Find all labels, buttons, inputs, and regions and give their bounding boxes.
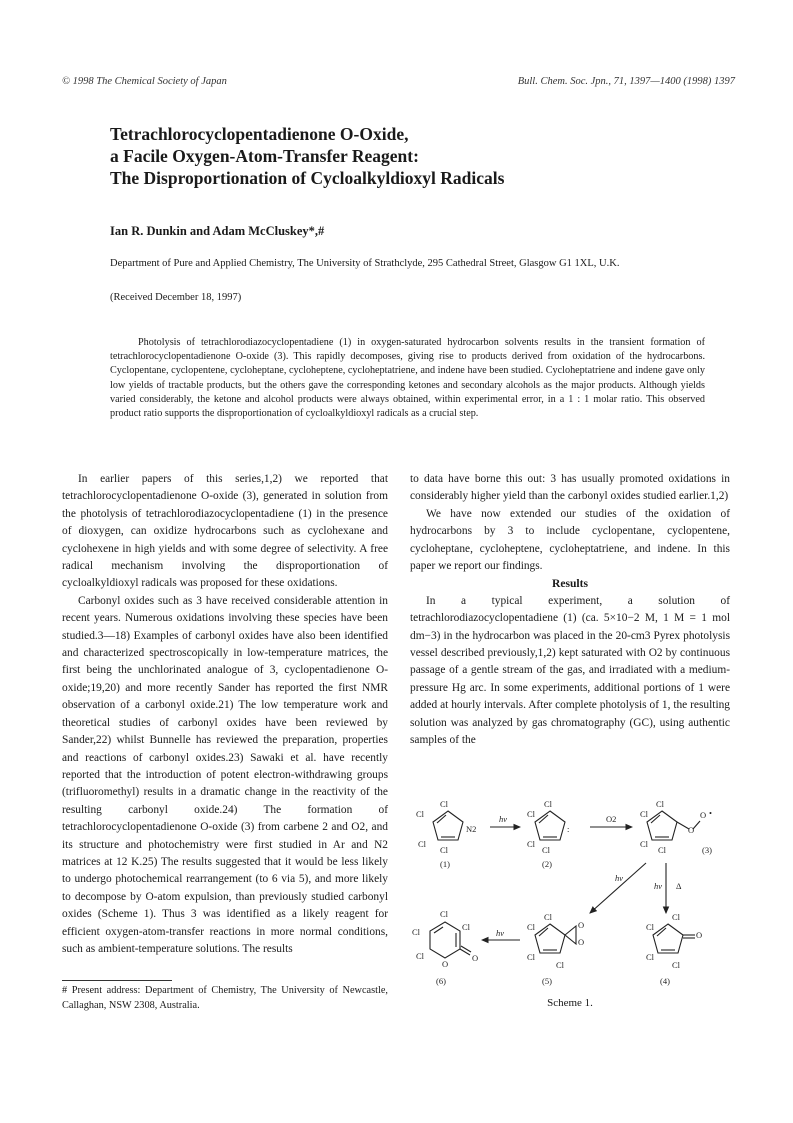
footnote-rule: [62, 980, 172, 981]
svg-text:Cl: Cl: [440, 799, 449, 809]
received-date: (Received December 18, 1997): [110, 292, 242, 303]
svg-text:Cl: Cl: [544, 799, 553, 809]
affiliation: Department of Pure and Applied Chemistry, The University of Strathclyde, 295 Cathedral Street, Glasgow G1 1XL, U.K.: [110, 258, 620, 269]
svg-text:O: O: [700, 810, 707, 820]
paragraph: In earlier papers of this series,1,2) we reported that tetrachlorocyclopentadienone O-oxide (3), generated in solution from the photolysis of tetrachlorodiazocyclopentadiene (1) in the presence of dioxygen, can oxidize hydrocarbons such as cyclohexane and cyclohexene in high yields and with some degree of selectivity. A free radical mechanism involving the disproportionation of cycloalkyldioxyl radicals was proposed for these oxidations.: [62, 473, 388, 590]
svg-text:O: O: [578, 920, 585, 930]
svg-text:O: O: [578, 937, 585, 947]
right-column: [410, 471, 730, 750]
svg-text::: :: [567, 824, 570, 834]
svg-text:Cl: Cl: [527, 809, 536, 819]
svg-text:hν: hν: [615, 873, 624, 883]
svg-text:Cl: Cl: [656, 799, 665, 809]
svg-text:N2: N2: [466, 824, 477, 834]
section-heading-results: Results: [551, 577, 589, 591]
compound-1: [433, 811, 463, 840]
journal-citation: Bull. Chem. Soc. Jpn., 71, 1397—1400 (1998) 1397: [517, 76, 735, 87]
compound-2: [535, 811, 565, 840]
svg-text:Cl: Cl: [658, 845, 667, 855]
svg-text:Cl: Cl: [640, 809, 649, 819]
paragraph: to data have borne this out: 3 has usually promoted oxidations in considerably higher yield than the carbonyl oxides studied earlier.1,2): [410, 473, 730, 503]
svg-text:Cl: Cl: [672, 960, 681, 970]
svg-text:O: O: [472, 953, 479, 963]
svg-text:Cl: Cl: [527, 839, 536, 849]
svg-text:Cl: Cl: [556, 960, 565, 970]
svg-text:O: O: [442, 959, 449, 969]
label-3: (3): [702, 845, 712, 855]
arrow-3-to-5: [590, 863, 646, 913]
svg-text:hν: hν: [499, 814, 508, 824]
svg-text:hν: hν: [654, 881, 663, 891]
paragraph: We have now extended our studies of the oxidation of hydrocarbons by 3 to include cyclopentane, cyclopentene, cycloheptane, cycloheptene, cycloheptatriene, and indene. In this paper we report our findings.: [410, 507, 730, 573]
svg-text:•: •: [709, 808, 712, 818]
scheme-diagram: [410, 785, 730, 1000]
svg-text:Δ: Δ: [676, 881, 682, 891]
svg-text:Cl: Cl: [412, 927, 421, 937]
abstract: Photolysis of tetrachlorodiazocyclopentadiene (1) in oxygen-saturated hydrocarbon solvents results in the transient formation of tetrachlorocyclopentadienone O-oxide (3). This rapidly decomposes, giving rise to products derived from oxidation of the hydrocarbons. Cyclopentane, cyclopentene, cycloheptane, cycloheptene, cycloheptatriene, and indene have been studied. Cycloheptatriene and indene gave only low yields of tractable products, but the others gave the corresponding ketones and secondary alcohols as the major products. Although yields varied considerably, the ketone and alcohol products were always obtained, within experimental error, in a 1 : 1 molar ratio. This observed product ratio supports the disproportionation of cycloalkyldioxyl radicals as a crucial step.: [110, 337, 705, 420]
compound-4: [653, 924, 695, 953]
label-6: (6): [436, 976, 446, 986]
svg-text:Cl: Cl: [462, 922, 471, 932]
label-5: (5): [542, 976, 552, 986]
title-line-1: Tetrachlorocyclopentadienone O-Oxide,: [110, 124, 409, 144]
title-line-2: a Facile Oxygen-Atom-Transfer Reagent:: [110, 146, 419, 166]
scheme-1: [410, 785, 730, 1015]
svg-text:Cl: Cl: [440, 845, 449, 855]
compound-5: [535, 924, 576, 953]
paragraph: In a typical experiment, a solution of tetrachlorodiazocyclopentadiene (1) (ca. 5×10−2 M, 1 M = 1 mol dm−3) in the hydrocarbon was placed in the 20-cm3 Pyrex photolysis vessel described previously,1,2) kept saturated with O2 by continuous passage of a gentle stream of the gas, and irradiated with a medium-pressure Hg arc. In some experiments, additional portions of 1 were added at hourly intervals. After complete photolysis of 1, the resulting solution was analyzed by gas chromatography (GC), using authentic samples of the: [410, 594, 730, 747]
svg-text:Cl: Cl: [542, 845, 551, 855]
label-2: (2): [542, 859, 552, 869]
svg-text:Cl: Cl: [646, 922, 655, 932]
paragraph: Carbonyl oxides such as 3 have received considerable attention in recent years. Numerous oxidations involving these species have been studied.3—18) Examples of carbonyl oxides have also been identified and characterized spectroscopically in low-temperature matrices, the first being the unchlorinated analogue of 3, cyclopentadienone O-oxide;19,20) and more recently Sander has reported the first NMR observation of a carbonyl oxide.21) The low temperature work and theoretical studies of carbonyl oxides have been reviewed by Sander,22) whilst Bunnelle has reviewed the preparation, properties and reactions of carbonyl oxides.23) Sawaki et al. have recently reported that the introduction of potent electron-withdrawing groups (trifluoromethyl) results in a dramatic change in the reactivity of the resulting carbonyl oxide.24) The formation of tetrachlorocyclopentadienone O-oxide (3) from carbene 2 and O2, and its structure and photochemistry were first studied in Ar and N2 matrices at 12 K.25) The results suggested that it would be less likely to undergo photochemical rearrangement (to 6 via 5), and more likely to decompose by O-atom expulsion, than previously studied carbonyl oxides (Scheme 1). Thus 3 was identified as a likely reagent for efficient oxygen-atom-transfer reactions in more normal conditions, such as ambient-temperature solutions. The results: [62, 594, 388, 955]
svg-text:Cl: Cl: [527, 952, 536, 962]
svg-text:Cl: Cl: [672, 912, 681, 922]
scheme-caption: Scheme 1.: [547, 997, 593, 1009]
journal-copyright: © 1998 The Chemical Society of Japan: [62, 76, 227, 87]
left-column: [62, 471, 388, 958]
svg-text:Cl: Cl: [418, 839, 427, 849]
svg-text:Cl: Cl: [646, 952, 655, 962]
footnote: # Present address: Department of Chemistry, The University of Newcastle, Callaghan, NSW 2308, Australia.: [62, 985, 388, 1011]
label-1: (1): [440, 859, 450, 869]
svg-text:O2: O2: [606, 814, 617, 824]
article-title: [110, 123, 710, 189]
label-4: (4): [660, 976, 670, 986]
svg-text:Cl: Cl: [544, 912, 553, 922]
svg-text:O: O: [696, 930, 703, 940]
title-line-3: The Disproportionation of Cycloalkyldioxyl Radicals: [110, 168, 505, 188]
svg-text:Cl: Cl: [416, 809, 425, 819]
svg-text:Cl: Cl: [416, 951, 425, 961]
authors: Ian R. Dunkin and Adam McCluskey*,#: [110, 224, 325, 238]
svg-text:hν: hν: [496, 928, 505, 938]
svg-text:Cl: Cl: [440, 909, 449, 919]
svg-text:O: O: [688, 825, 695, 835]
svg-text:Cl: Cl: [527, 922, 536, 932]
svg-text:Cl: Cl: [640, 839, 649, 849]
